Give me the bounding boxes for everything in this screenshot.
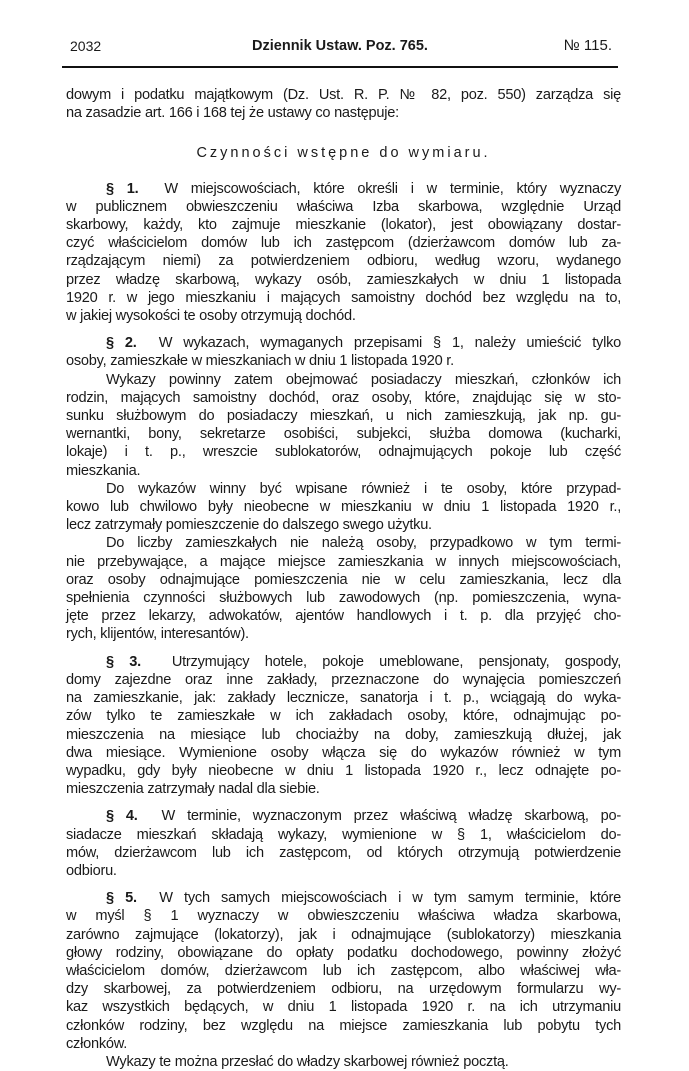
text-line: § 4. W terminie, wyznaczonym przez właściwą władzę skarbową, po- — [106, 808, 622, 825]
text-line: jęte przez lekarzy, adwokatów, ajentów handlowych i t. p. dla przyjęć cho- — [66, 608, 621, 625]
text-line: Wykazy powinny zatem obejmować posiadaczy mieszkań, członków ich — [106, 371, 621, 388]
section-mark: § 3. — [106, 653, 141, 670]
text-line: lecz zatrzymały pomieszczenie do dalszego swego użytku. — [66, 517, 432, 534]
text-line: rządzającym niemi) za potwierdzeniem odbioru, według wzoru, wydanego — [66, 253, 621, 270]
text-line: przez władzę skarbową, wykazy osób, zamieszkałych w dniu 1 listopada — [66, 271, 621, 288]
text-line: na zasadzie art. 166 i 168 tej że ustawy co następuje: — [66, 105, 399, 122]
text-line: członków rodziny, bez względu na miejsce zamieszkania lub pobytu tych — [66, 1017, 621, 1034]
text-line: nie przebywające, a mające miejsce zamieszkania w innych miejscowościach, — [66, 553, 621, 570]
text-line: rodzin, mających samoistny dochód, oraz osoby, które, znajdując się w sto- — [66, 389, 621, 406]
document-body — [66, 86, 621, 1071]
text-line: na zamieszkanie, jak: zakłady lecznicze, sanatorja i t. p., wciągają do wyka- — [66, 690, 621, 707]
section-mark: § 1. — [106, 180, 139, 197]
text-line: § 5. W tych samych miejscowościach i w tym samym terminie, które — [106, 890, 621, 907]
text-line: skarbowy, każdy, kto zajmuje mieszkanie (lokator), jest obowiązany dostar- — [66, 217, 621, 234]
text-line: Do liczby zamieszkałych nie należą osoby, przypadkowo w tym termi- — [106, 535, 621, 552]
page-number: 2032 — [70, 38, 102, 54]
text-line: domy zajezdne oraz inne zakłady, przeznaczone do wynajęcia pomieszczeń — [66, 671, 621, 688]
issue-number: № 115. — [563, 37, 612, 54]
text-line: kaz wszystkich będących, w dniu 1 listopada 1920 r. na ich utrzymaniu — [66, 999, 621, 1016]
text-line: wypadku, gdy były nieobecne w dniu 1 listopada 1920 r., lecz odnajęte po- — [66, 762, 621, 779]
text-line: § 3. Utrzymujący hotele, pokoje umeblowane, pensjonaty, gospody, — [106, 653, 622, 670]
section-mark: § 2. — [106, 335, 137, 352]
text-line: spełnienia czynności służbowych lub zawodowych (np. pomieszczenia, wyna- — [66, 590, 621, 607]
text-line: siadacze mieszkań składają wykazy, wymienione w § 1, właścicielom do- — [66, 826, 621, 843]
paragraph-s4 — [66, 807, 621, 880]
text-line: dzy skarbowej, za potwierdzeniem odbioru, na urzędowym formularzu wy- — [66, 981, 621, 998]
text-line: kowo lub chwilowo były nieobecne w mieszkaniu w dniu 1 listopada 1920 r., — [66, 499, 621, 516]
page-header — [62, 34, 618, 56]
text-line: w publicznem obwieszczeniu właściwa Izba skarbowa, względnie Urząd — [66, 198, 621, 215]
text-line: lokaje) i t. p., wreszcie sublokatorów, odnajmujących pokoje lub część — [66, 444, 621, 461]
text-line: czyć właścicielom domów lub ich zastępcom (dzierżawcom domów lub za- — [66, 235, 621, 252]
text-line: głowy rodziny, obowiązane do opłaty podatku dochodowego, powinny złożyć — [66, 944, 621, 961]
subparagraph — [66, 534, 621, 643]
journal-title: Dziennik Ustaw. Poz. 765. — [252, 38, 428, 54]
text-line: § 1. W miejscowościach, które określi i w terminie, który wyznaczy — [106, 180, 622, 197]
text-line: w myśl § 1 wyznaczy w obwieszczeniu właściwa władza skarbowa, — [66, 908, 621, 925]
text-line: Wykazy te można przesłać do władzy skarbowej również pocztą. — [106, 1053, 509, 1070]
subparagraph — [66, 480, 621, 535]
text-line: § 2. W wykazach, wymaganych przepisami § 1, należy umieścić tylko — [106, 335, 621, 352]
text-line: mów, dzierżawcom lub ich zastępcom, od których otrzymują potwierdzenie — [66, 844, 621, 861]
paragraph-s5 — [66, 889, 621, 1053]
text-line: odbioru. — [66, 862, 117, 879]
section-heading: Czynności wstępne do wymiaru. — [196, 145, 491, 162]
subparagraph — [66, 1053, 621, 1071]
section-mark: § 5. — [106, 890, 137, 907]
text-line: właścicielom domów, dzierżawcom lub ich zastępcom, albo właściwej wła- — [66, 962, 621, 979]
text-line: 1920 r. w jego mieszkaniu i mających samoistny dochód bez względu na to, — [66, 289, 621, 306]
section-mark: § 4. — [106, 808, 138, 825]
header-rule — [62, 66, 618, 68]
intro-paragraph — [66, 86, 621, 122]
text-line: Do wykazów winny być wpisane również i te osoby, które przypad- — [106, 480, 621, 497]
paragraph-s1 — [66, 180, 621, 326]
text-line: sunku służbowym do posiadaczy mieszkań, u nich zamieszkują, jak np. gu- — [66, 408, 621, 425]
text-line: zarówno zajmujące (lokatorzy), jak i odnajmujące (sublokatorzy) mieszkania — [66, 926, 621, 943]
text-line: zów tylko te zamieszkałe w ich zakładach osoby, które, odnajmując po- — [66, 708, 621, 725]
paragraph-s2 — [66, 334, 621, 370]
subparagraph — [66, 371, 621, 480]
text-line: oraz osoby odnajmujące pomieszczenia nie w celu zamieszkania, lecz dla — [66, 571, 621, 588]
text-line: osoby, zamieszkałe w mieszkaniach w dniu 1 listopada 1920 r. — [66, 353, 454, 370]
text-line: rych, klijentów, interesantów). — [66, 626, 249, 643]
text-line: dowym i podatku majątkowym (Dz. Ust. R. P. № 82, poz. 550) zarządza się — [66, 87, 621, 103]
paragraph-s3 — [66, 653, 621, 799]
text-line: mieszkania. — [66, 462, 141, 479]
text-line: w jakiej wysokości te osoby otrzymują dochód. — [66, 308, 356, 325]
text-line: wernantki, bony, sekretarze osobiści, subjekci, służba domowa (kucharki, — [66, 426, 621, 443]
text-line: dwa miesiące. Wymienione osoby włącza się do wykazów również w tym — [66, 744, 621, 761]
text-line: mieszczenia na miesiące lub chociażby na doby, zamieszkują dłużej, jak — [66, 726, 621, 743]
text-line: członków. — [66, 1035, 128, 1052]
text-line: mieszczenia zatrzymały nadal dla siebie. — [66, 781, 320, 798]
